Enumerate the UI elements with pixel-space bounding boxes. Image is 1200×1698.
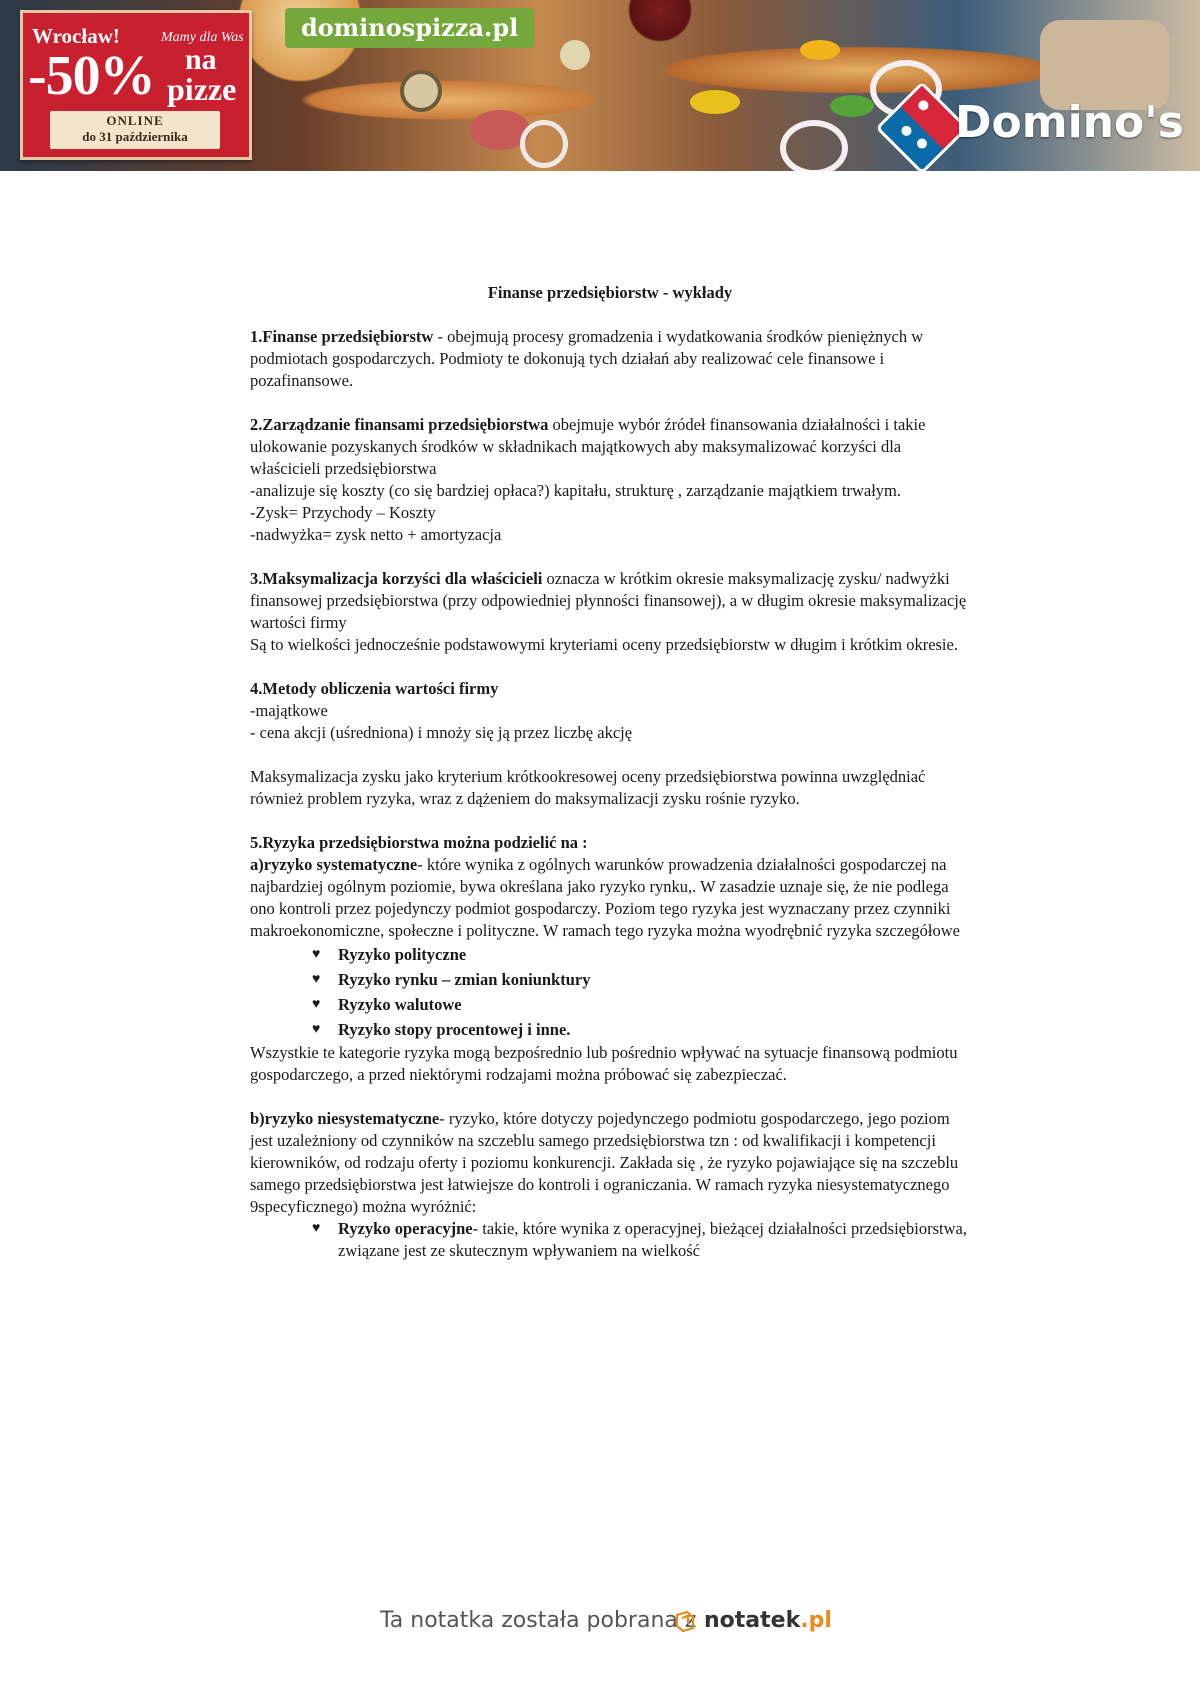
list-item: [250, 992, 970, 1017]
list-item-text: Ryzyko stopy procentowej i inne.: [338, 1020, 571, 1039]
pizza-topping: [830, 95, 874, 117]
list-item: [250, 1218, 970, 1262]
section-5a-text: - które wynika z ogólnych warunków prowadzenia działalności gospodarczej na najbardziej ogólnym poziomie, bywa określana jako ryzyko rynku,. W zasadzie uznaje się, że nie podlega ono kontroli przez pojedynczy podmiot gospodarczy. Poziom tego ryzyka jest wyznaczany przez czynniki makroekonomiczne, społeczne i polityczne. W ramach tego ryzyka można wyodrębnić ryzyka szczegółowe: [250, 855, 960, 940]
section-5a: [250, 854, 970, 942]
heart-bullet-icon: ♥: [312, 1221, 321, 1236]
section-2: [250, 414, 970, 480]
site-link[interactable]: dominospizza.pl: [285, 8, 534, 48]
section-5b-text: - ryzyko, które dotyczy pojedynczego podmiotu gospodarczego, jego poziom jest uzależniony od czynników na szczeblu samego przedsiębiorstwa tzn : od kwalifikacji i kompetencji kierowników, od rodzaju oferty i poziomu konkurencji. Zakłada się , że ryzyko pojawiające się na szczeblu samego przedsiębiorstwa jest łatwiejsze do kontroli i ograniczania. W ramach ryzyka niesystematycznego 9specyficznego) można wyróżnić:: [250, 1109, 959, 1216]
section-1-heading: 1.Finanse przedsiębiorstw: [250, 327, 434, 346]
section-3: [250, 568, 970, 634]
logo-tld: .pl: [800, 1608, 832, 1633]
list-item: [250, 942, 970, 967]
section-1: [250, 326, 970, 392]
promo-online: ONLINE: [106, 113, 164, 128]
list-item: [250, 1017, 970, 1042]
section-2-text: obejmuje wybór źródeł finansowania działalności i takie ulokowanie pozyskanych środków w składnikach majątkowych aby maksymalizować korzyści dla właścicieli przedsiębiorstwa: [250, 415, 926, 478]
list-item-text: Ryzyko walutowe: [338, 995, 462, 1014]
heart-bullet-icon: ♥: [312, 997, 321, 1012]
section-2-line: -nadwyżka= zysk netto + amortyzacja: [250, 525, 502, 544]
promo-subtitle: Mamy dla Was: [161, 30, 244, 45]
section-4-line: -majątkowe: [250, 701, 328, 720]
list-item-text: Ryzyko rynku – zmian koniunktury: [338, 970, 591, 989]
promo-until: do 31 października: [82, 129, 188, 144]
section-5b-heading: b)ryzyko niesystematyczne: [250, 1109, 440, 1128]
heart-bullet-icon: ♥: [312, 972, 321, 987]
section-3-text: oznacza w krótkim okresie maksymalizację zysku/ nadwyżki finansowej przedsiębiorstwa (przy odpowiedniej płynności finansowej), a w długim okresie maksymalizację wartości firmy: [250, 569, 967, 632]
list-item-text: - takie, które wynika z operacyjnej, bieżącej działalności przedsiębiorstwa, związane jest ze skutecznym wpływaniem na wielkość: [338, 1219, 967, 1260]
section-2-heading: 2.Zarządzanie finansami przedsiębiorstwa: [250, 415, 549, 434]
section-5a-after: Wszystkie te kategorie ryzyka mogą bezpośrednio lub pośrednio wpływać na sytuacje finansową podmiotu gospodarczego, a przed niektórymi rodzajami można próbować się zabezpieczać.: [250, 1043, 958, 1084]
heart-bullet-icon: ♥: [312, 1022, 321, 1037]
pizza-topping: [400, 70, 442, 112]
section-5b: [250, 1108, 970, 1218]
logo-name: notatek: [704, 1608, 801, 1633]
list-item: [250, 967, 970, 992]
pizza-topping: [800, 40, 840, 60]
section-2-line: -analizuje się koszty (co się bardziej opłaca?) kapitału, strukturę , zarządzanie majątkiem trwałym.: [250, 481, 902, 500]
promo-city: Wrocław!: [32, 24, 120, 48]
pizza-topping: [520, 120, 568, 168]
section-5-heading: [250, 832, 970, 854]
list-item-text: Ryzyko polityczne: [338, 945, 467, 964]
notatek-logo[interactable]: [704, 1603, 832, 1639]
section-1-text: - obejmują procesy gromadzenia i wydatkowania środków pieniężnych w podmiotach gospodarczych. Podmioty te dokonują tych działań aby realizować cele finansowe i pozafinansowe.: [250, 327, 924, 390]
pizza-topping: [560, 40, 590, 70]
footer-text: Ta notatka została pobrana z: [380, 1608, 697, 1633]
list-item-heading: Ryzyko operacyjne: [338, 1219, 473, 1238]
section-4-line: - cena akcji (uśredniona) i mnoży się ją przez liczbę akcję: [250, 723, 633, 742]
promo-ticket: [50, 111, 220, 149]
doc-title: Finanse przedsiębiorstw - wykłady: [487, 283, 733, 302]
promo-na: na: [185, 43, 217, 76]
section-2-line: -Zysk= Przychody – Koszty: [250, 503, 436, 522]
section-5b-list: [250, 1218, 970, 1262]
pizza-topping: [690, 90, 740, 114]
section-5-heading-text: 5.Ryzyka przedsiębiorstwa można podzielić na :: [250, 833, 588, 852]
notatek-logo-icon: [673, 1609, 697, 1633]
section-3-line: Są to wielkości jednocześnie podstawowymi kryteriami oceny przedsiębiorstw w długim i krótkim okresie.: [250, 635, 958, 654]
pizza-topping: [780, 120, 848, 171]
document-body: [250, 282, 970, 1262]
section-5a-list: [250, 942, 970, 1042]
section-3-heading: 3.Maksymalizacja korzyści dla właścicieli: [250, 569, 543, 588]
paragraph-maximization: Maksymalizacja zysku jako kryterium krótkookresowej oceny przedsiębiorstwa powinna uwzględniać również problem ryzyka, wraz z dążeniem do maksymalizacji zysku rośnie ryzyko.: [250, 767, 926, 808]
section-5a-heading: a)ryzyko systematyczne: [250, 855, 418, 874]
ad-banner[interactable]: [0, 0, 1200, 171]
promo-pizze: pizze: [167, 71, 237, 107]
brand-name: Domino's: [955, 97, 1184, 148]
section-4-heading: [250, 678, 970, 700]
section-4-heading-text: 4.Metody obliczenia wartości firmy: [250, 679, 499, 698]
heart-bullet-icon: ♥: [312, 947, 321, 962]
promo-badge[interactable]: [20, 10, 252, 160]
promo-percent: -50%: [28, 45, 155, 107]
download-footer[interactable]: [380, 1603, 840, 1639]
